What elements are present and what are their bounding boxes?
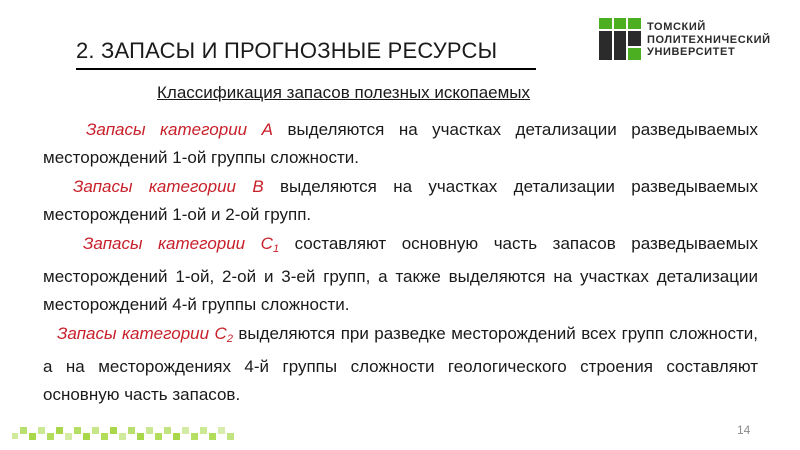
- paragraph-text: выделяются при разведке месторождений всех групп сложности, а на месторождениях 4-й группы сложности геологического строения составляют основную часть запасов.: [43, 324, 758, 404]
- logo-line: ПОЛИТЕХНИЧЕСКИЙ: [647, 33, 771, 46]
- decorative-squares: [12, 424, 242, 444]
- category-term-with-index: [57, 324, 233, 343]
- body-text: [43, 116, 758, 410]
- logo-text: [647, 21, 771, 59]
- paragraph-category-b: [43, 173, 758, 229]
- paragraph-category-c1: [43, 230, 758, 319]
- subtitle: Классификация запасов полезных ископаемых: [157, 83, 531, 102]
- slide-title: 2. ЗАПАСЫ И ПРОГНОЗНЫЕ РЕСУРСЫ: [76, 38, 498, 63]
- category-term: Запасы категории С: [83, 234, 273, 253]
- tpu-logo-icon: [599, 18, 641, 60]
- category-index: 1: [272, 243, 280, 255]
- logo-line: ТОМСКИЙ: [647, 21, 706, 33]
- category-term: Запасы категории С: [57, 324, 227, 343]
- title-underline: [76, 68, 536, 70]
- category-index: 2: [226, 333, 233, 345]
- university-logo: [599, 18, 781, 60]
- category-term-with-index: [83, 234, 279, 253]
- category-term: Запасы категории В: [73, 177, 264, 196]
- paragraph-category-c2: [43, 320, 758, 409]
- page-number: 14: [737, 423, 751, 437]
- logo-line: УНИВЕРСИТЕТ: [647, 46, 736, 58]
- paragraph-text: выделяются на участках детализации разведываемых месторождений 1-ой и 2-ой групп.: [43, 177, 758, 224]
- paragraph-text: выделяются на участках детализации разведываемых месторождений 1-ой группы сложности.: [43, 120, 758, 167]
- category-term: Запасы категории А: [86, 120, 273, 139]
- paragraph-text: составляют основную часть запасов разведываемых месторождений 1-ой, 2-ой и 3-ей групп, а также выделяются на участках детализации месторождений 4-й группы сложности.: [43, 234, 758, 314]
- paragraph-category-a: [43, 116, 758, 172]
